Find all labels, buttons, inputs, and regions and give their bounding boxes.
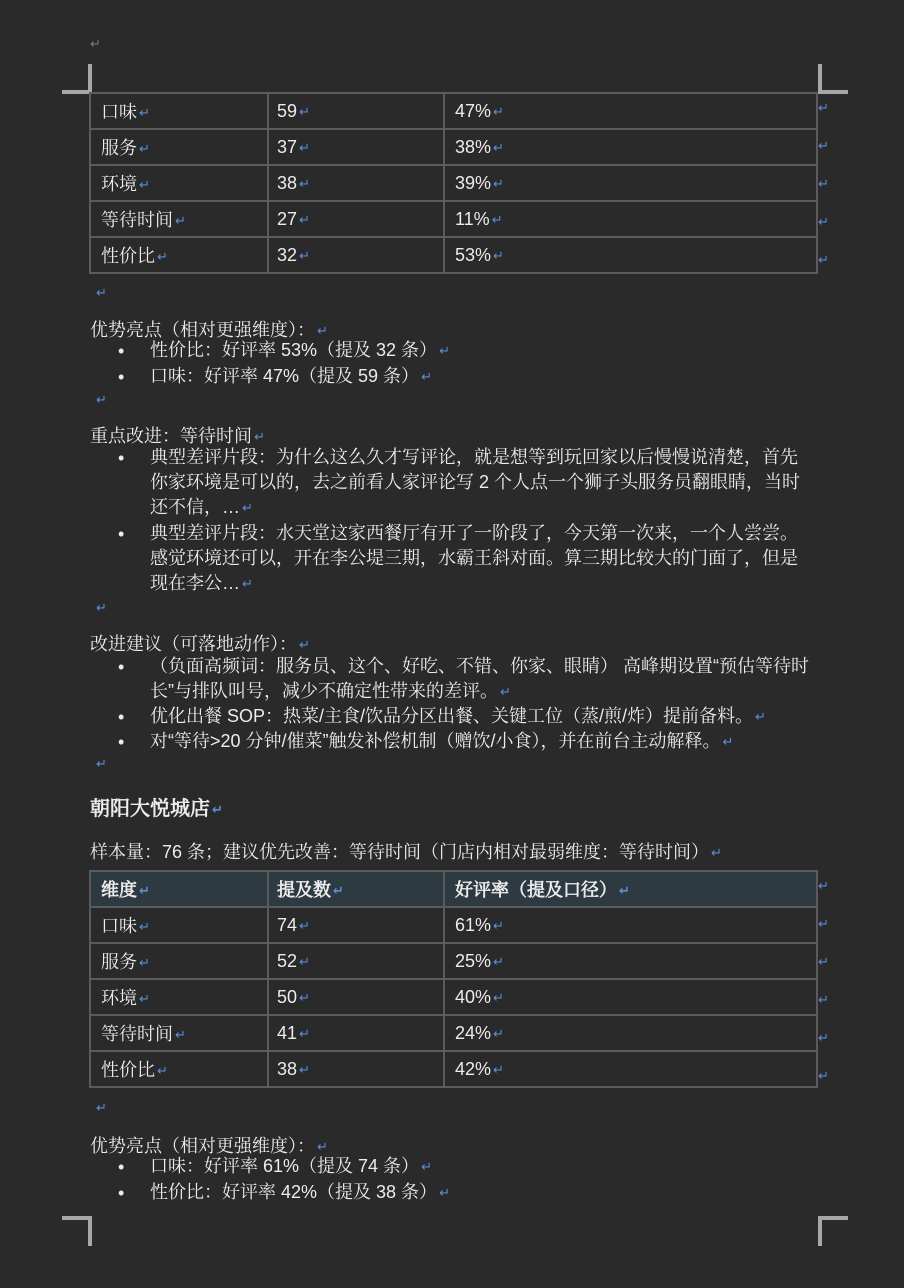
cell-count: 37 ↵ [268,129,444,165]
row-end-mark: ↵ [818,138,829,153]
paragraph-mark: ↵ [96,600,107,615]
row-end-mark: ↵ [818,176,829,191]
page-corner-bottom-left [62,1216,92,1246]
row-end-mark: ↵ [818,252,829,267]
suggestion-item: （负面高频词：服务员、这个、好吃、不错、你家、眼睛） 高峰期设置“预估等待时长”与排队叫号，减少不确定性带来的差评。 ↵ [150,656,809,701]
paragraph-mark: ↵ [96,756,107,771]
strengths-title: 优势亮点（相对更强维度）： ↵ [90,1136,328,1156]
table-row [90,165,817,201]
cell-dimension: 服务 ↵ [90,943,268,979]
cell-rate: 42% ↵ [444,1051,817,1087]
row-end-mark: ↵ [818,214,829,229]
table-row [90,979,817,1015]
cell-rate: 53% ↵ [444,237,817,273]
paragraph-mark: ↵ [96,392,107,407]
negative-snippet: 典型差评片段：水天堂这家西餐厅有开了一阶段了，今天第一次来，一个人尝尝。感觉环境还可以，开在李公堤三期，水霸王斜对面。算三期比较大的门面了，但是现在李公… ↵ [150,523,798,593]
page-corner-bottom-right [818,1216,848,1246]
paragraph-mark: ↵ [90,36,101,51]
cell-count: 59 ↵ [268,93,444,129]
paragraph-mark: ↵ [96,1100,107,1115]
suggestion-item: 优化出餐 SOP：热菜/主食/饮品分区出餐、关键工位（蒸/煎/炸）提前备料。 ↵ [150,706,766,726]
store-metrics-table-1[interactable] [89,92,818,274]
header-cell-dimension: 维度 ↵ [90,871,268,907]
cell-rate: 25% ↵ [444,943,817,979]
cell-count: 27 ↵ [268,201,444,237]
bullet-dot: • [118,341,125,361]
suggestion-item: 对“等待>20 分钟/催菜”触发补偿机制（赠饮/小食），并在前台主动解释。 ↵ [150,731,734,751]
cell-dimension: 环境 ↵ [90,165,268,201]
bullet-dot: • [118,1183,125,1203]
table-row [90,129,817,165]
table-row [90,93,817,129]
cell-count: 38 ↵ [268,165,444,201]
cell-rate: 39% ↵ [444,165,817,201]
table-row [90,237,817,273]
cell-dimension: 环境 ↵ [90,979,268,1015]
cell-count: 52 ↵ [268,943,444,979]
focus-title: 重点改进：等待时间 ↵ [90,426,265,446]
cell-rate: 11% ↵ [444,201,817,237]
bullet-dot: • [118,367,125,387]
cell-count: 41 ↵ [268,1015,444,1051]
row-end-mark: ↵ [818,1030,829,1045]
strength-item: 口味：好评率 47%（提及 59 条） ↵ [150,366,432,386]
store-heading: 朝阳大悦城店 ↵ [90,798,223,820]
table-row [90,943,817,979]
bullet-dot: • [118,524,125,544]
page-corner-top-right [818,64,848,94]
suggestions-title: 改进建议（可落地动作）： ↵ [90,634,310,654]
cell-rate: 38% ↵ [444,129,817,165]
strength-item: 口味：好评率 61%（提及 74 条） ↵ [150,1156,432,1176]
strength-item: 性价比：好评率 42%（提及 38 条） ↵ [150,1182,450,1202]
table-row [90,201,817,237]
cell-rate: 47% ↵ [444,93,817,129]
row-end-mark: ↵ [818,992,829,1007]
row-end-mark: ↵ [818,916,829,931]
paragraph-mark: ↵ [96,285,107,300]
strength-item: 性价比：好评率 53%（提及 32 条） ↵ [150,340,450,360]
cell-count: 74 ↵ [268,907,444,943]
cell-dimension: 等待时间 ↵ [90,201,268,237]
row-end-mark: ↵ [818,1068,829,1083]
cell-dimension: 性价比 ↵ [90,237,268,273]
table-row [90,907,817,943]
cell-dimension: 等待时间 ↵ [90,1015,268,1051]
bullet-dot: • [118,707,125,727]
cell-dimension: 服务 ↵ [90,129,268,165]
bullet-dot: • [118,448,125,468]
row-end-mark: ↵ [818,954,829,969]
cell-dimension: 口味 ↵ [90,907,268,943]
bullet-dot: • [118,1157,125,1177]
cell-rate: 24% ↵ [444,1015,817,1051]
bullet-dot: • [118,657,125,677]
row-end-mark: ↵ [818,100,829,115]
negative-snippet: 典型差评片段：为什么这么久才写评论，就是想等到玩回家以后慢慢说清楚，首先你家环境是可以的，去之前看人家评论写 2 个人点一个狮子头服务员翻眼睛，当时还不信，… ↵ [150,447,801,517]
table-row [90,1051,817,1087]
cell-count: 38 ↵ [268,1051,444,1087]
strengths-title: 优势亮点（相对更强维度）： ↵ [90,320,328,340]
cell-dimension: 性价比 ↵ [90,1051,268,1087]
header-cell-count: 提及数 ↵ [268,871,444,907]
store-metrics-table-2[interactable] [89,870,818,1088]
cell-count: 50 ↵ [268,979,444,1015]
bullet-dot: • [118,732,125,752]
cell-count: 32 ↵ [268,237,444,273]
header-cell-rate: 好评率（提及口径） ↵ [444,871,817,907]
cell-dimension: 口味 ↵ [90,93,268,129]
cell-rate: 61% ↵ [444,907,817,943]
table-header-row [90,871,817,907]
store-summary: 样本量：76 条；建议优先改善：等待时间（门店内相对最弱维度：等待时间） ↵ [90,842,722,862]
table-row [90,1015,817,1051]
cell-rate: 40% ↵ [444,979,817,1015]
row-end-mark: ↵ [818,878,829,893]
page-corner-top-left [62,64,92,94]
